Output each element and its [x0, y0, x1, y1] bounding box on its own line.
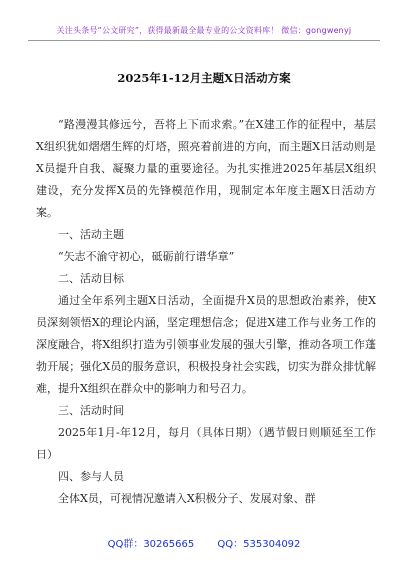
document-body	[36, 114, 376, 510]
document-title: 2025年1-12月主题X日活动方案	[117, 71, 291, 85]
footer-contacts	[0, 535, 408, 550]
goals-paragraph: 通过全年系列主题X日活动，全面提升X员的思想政治素养，使X员深刻领悟X的理论内涵，坚定理想信念；促进X建工作与业务工作的深度融合，将X组织打造为引领事业发展的强大引擎，推动各项工作蓬勃开展；强化X员的服务意识，积极投身社会实践，切实为群众排忧解难，提升X组织在群众中的影响力和号召力。	[36, 294, 376, 395]
section-heading: 一、活动主题	[58, 228, 124, 241]
section-heading: 三、活动时间	[58, 404, 124, 417]
time-paragraph: 2025年1月-年12月，每月（具体日期）（遇节假日则顺延至工作日）	[36, 426, 376, 461]
header-divider	[28, 40, 380, 41]
section-heading: 二、活动目标	[58, 272, 124, 285]
footer-qq-group: QQ群：30265665	[107, 539, 195, 550]
footer-qq: QQ：535304092	[217, 539, 301, 550]
theme-text: “矢志不渝守初心，砥砺前行谱华章”	[58, 250, 235, 263]
section-heading: 四、参与人员	[58, 470, 124, 483]
participants-paragraph: 全体X员，可视情况邀请入X积极分子、发展对象、群	[58, 492, 316, 505]
header-banner: 关注头条号“公文研究”，获得最新最全最专业的公文资料库！ 微信：gongwenyj	[56, 26, 352, 35]
intro-paragraph: “路漫漫其修远兮，吾将上下而求索。”在X建工作的征程中，基层X组织犹如熠熠生辉的灯塔，照亮着前进的方向，而主题X日活动则是X员提升自我、凝聚力量的重要途径。为扎实推进2025年基层X组织建设，充分发挥X员的先锋模范作用，现制定本年度主题X日活动方案。	[36, 118, 376, 219]
